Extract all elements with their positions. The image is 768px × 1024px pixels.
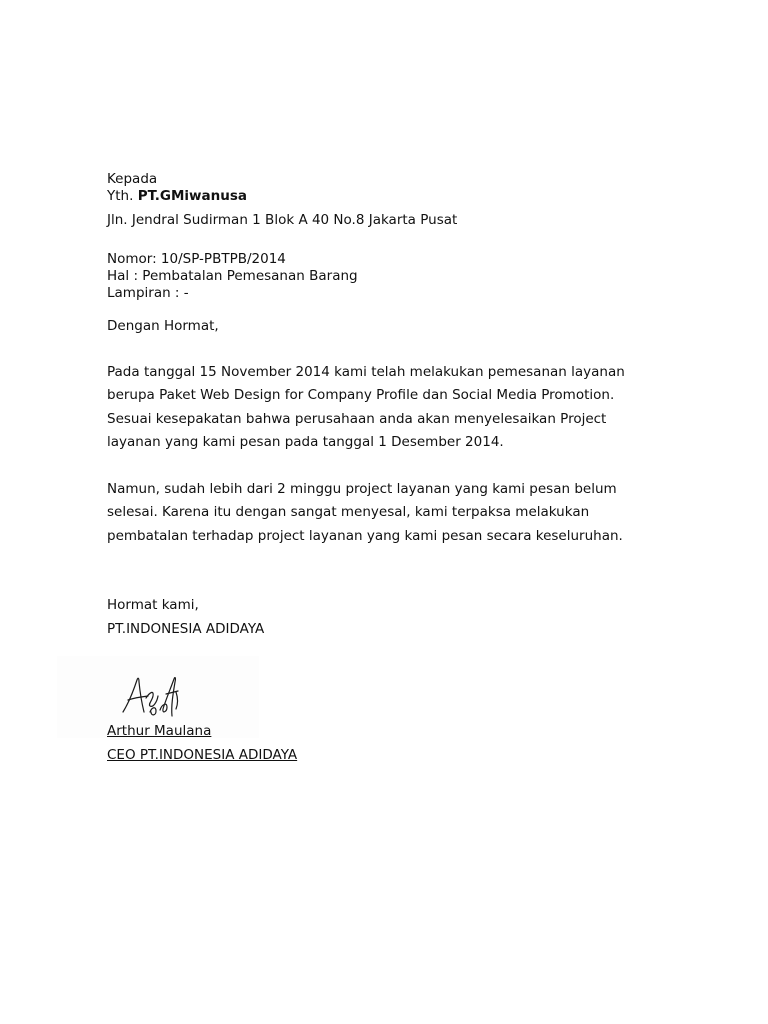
paragraph-line: selesai. Karena itu dengan sangat menyesal, kami terpaksa melakukan [107,504,590,521]
paragraph-line: Namun, sudah lebih dari 2 minggu project layanan yang kami pesan belum [107,481,617,497]
paragraph-cancellation [107,478,667,548]
paragraph-line: Sesuai kesepakatan bahwa perusahaan anda akan menyelesaikan Project [107,410,607,427]
recipient-company: PT.GMiwanusa [137,188,247,204]
signer-title: CEO PT.INDONESIA ADIDAYA [107,747,298,763]
letter-attachment: Lampiran : - [107,285,189,301]
paragraph-order [107,361,667,455]
closing-company: PT.INDONESIA ADIDAYA [107,621,265,637]
signature-image [120,674,186,720]
recipient-salutation: Kepada [107,171,158,187]
recipient-address: Jln. Jendral Sudirman 1 Blok A 40 No.8 Jakarta Pusat [107,212,458,228]
letter-subject: Hal : Pembatalan Pemesanan Barang [107,268,358,284]
paragraph-line: berupa Paket Web Design for Company Profile dan Social Media Promotion. [107,387,615,404]
greeting: Dengan Hormat, [107,318,219,334]
signer-name: Arthur Maulana [107,723,212,739]
letter-number: Nomor: 10/SP-PBTPB/2014 [107,251,286,267]
closing-phrase: Hormat kami, [107,597,199,613]
paragraph-line: layanan yang kami pesan pada tanggal 1 Desember 2014. [107,434,504,451]
recipient-line [107,188,247,205]
paragraph-line: Pada tanggal 15 November 2014 kami telah melakukan pemesanan layanan [107,364,625,380]
paragraph-line: pembatalan terhadap project layanan yang kami pesan secara keseluruhan. [107,527,623,544]
recipient-yth-prefix: Yth. [107,188,134,204]
